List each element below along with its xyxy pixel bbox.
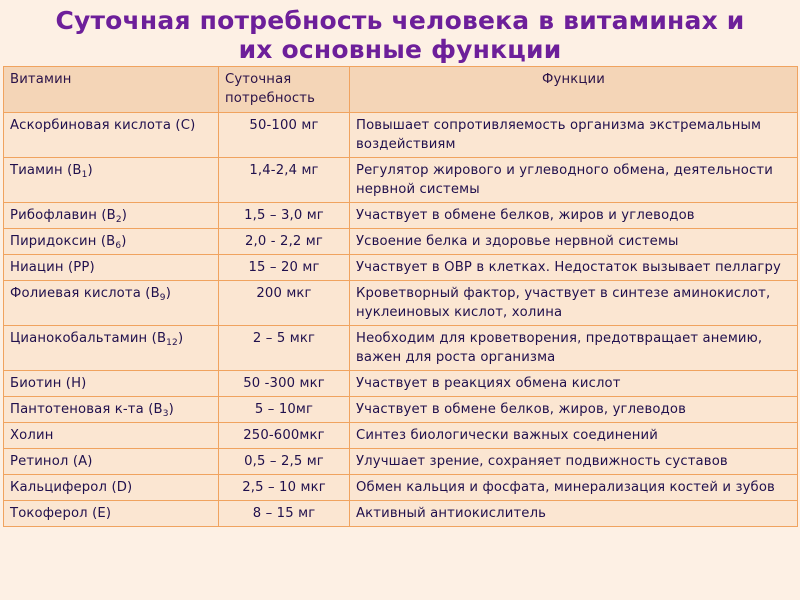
vitamin-function: Усвоение белка и здоровье нервной системы	[350, 229, 798, 255]
vitamin-function: Повышает сопротивляемость организма экстремальным воздействиям	[350, 113, 798, 158]
header-daily-need: Суточная потребность	[219, 67, 350, 113]
table-row	[4, 326, 798, 371]
vitamin-name: Тиамин $(В_1)$	[4, 158, 219, 203]
header-vitamin: Витамин	[4, 67, 219, 113]
vitamin-name: Фолиевая кислота $(В_9)$	[4, 281, 219, 326]
vitamin-function: Активный антиокислитель	[350, 501, 798, 527]
table-row	[4, 158, 798, 203]
table-row	[4, 423, 798, 449]
vitamin-name: Кальциферол (D)	[4, 475, 219, 501]
table-row	[4, 475, 798, 501]
daily-dose: 50-100 мг	[219, 113, 350, 158]
vitamin-name: Холин	[4, 423, 219, 449]
table-row	[4, 397, 798, 423]
daily-dose: 15 – 20 мг	[219, 255, 350, 281]
title-line-2: их основные функции	[238, 35, 562, 64]
table-row	[4, 501, 798, 527]
vitamin-function: Необходим для кроветворения, предотвращает анемию, важен для роста организма	[350, 326, 798, 371]
header-functions: Функции	[350, 67, 798, 113]
table-header	[4, 67, 798, 113]
vitamin-name: Цианокобальтамин $(В_{12})$	[4, 326, 219, 371]
daily-dose: 2 – 5 мкг	[219, 326, 350, 371]
daily-dose: 50 -300 мкг	[219, 371, 350, 397]
table-row	[4, 371, 798, 397]
table-row	[4, 113, 798, 158]
daily-dose: 5 – 10мг	[219, 397, 350, 423]
vitamin-function: Обмен кальция и фосфата, минерализация костей и зубов	[350, 475, 798, 501]
table-body	[4, 113, 798, 527]
table-row	[4, 281, 798, 326]
table-row	[4, 229, 798, 255]
vitamin-name: Аскорбиновая кислота (С)	[4, 113, 219, 158]
daily-dose: 0,5 – 2,5 мг	[219, 449, 350, 475]
vitamin-function: Кроветворный фактор, участвует в синтезе аминокислот, нуклеиновых кислот, холина	[350, 281, 798, 326]
vitamin-name: Рибофлавин $(В_2)$	[4, 203, 219, 229]
daily-dose: 2,5 – 10 мкг	[219, 475, 350, 501]
title-line-1: Суточная потребность человека в витаминах и	[55, 6, 745, 35]
table-row	[4, 449, 798, 475]
daily-dose: 8 – 15 мг	[219, 501, 350, 527]
vitamin-function: Улучшает зрение, сохраняет подвижность суставов	[350, 449, 798, 475]
vitamin-function: Регулятор жирового и углеводного обмена, деятельности нервной системы	[350, 158, 798, 203]
table-row	[4, 255, 798, 281]
vitamin-name: Токоферол (Е)	[4, 501, 219, 527]
vitamin-name: Ретинол (А)	[4, 449, 219, 475]
vitamin-function: Участвует в обмене белков, жиров и углеводов	[350, 203, 798, 229]
daily-dose: 1,5 – 3,0 мг	[219, 203, 350, 229]
daily-dose: 2,0 - 2,2 мг	[219, 229, 350, 255]
vitamin-function: Участвует в обмене белков, жиров, углеводов	[350, 397, 798, 423]
daily-dose: 200 мкг	[219, 281, 350, 326]
vitamin-name: Пантотеновая к-та $(В_3)$	[4, 397, 219, 423]
page-title	[0, 6, 800, 64]
header-row	[4, 67, 798, 113]
vitamin-function: Участвует в реакциях обмена кислот	[350, 371, 798, 397]
daily-dose: 1,4-2,4 мг	[219, 158, 350, 203]
vitamin-name: Пиридоксин $(В_6)$	[4, 229, 219, 255]
vitamins-table	[3, 66, 798, 527]
vitamin-function: Синтез биологически важных соединений	[350, 423, 798, 449]
daily-dose: 250-600мкг	[219, 423, 350, 449]
vitamin-name: Биотин (Н)	[4, 371, 219, 397]
vitamin-name: Ниацин (РР)	[4, 255, 219, 281]
table-row	[4, 203, 798, 229]
vitamin-function: Участвует в ОВР в клетках. Недостаток вызывает пеллагру	[350, 255, 798, 281]
